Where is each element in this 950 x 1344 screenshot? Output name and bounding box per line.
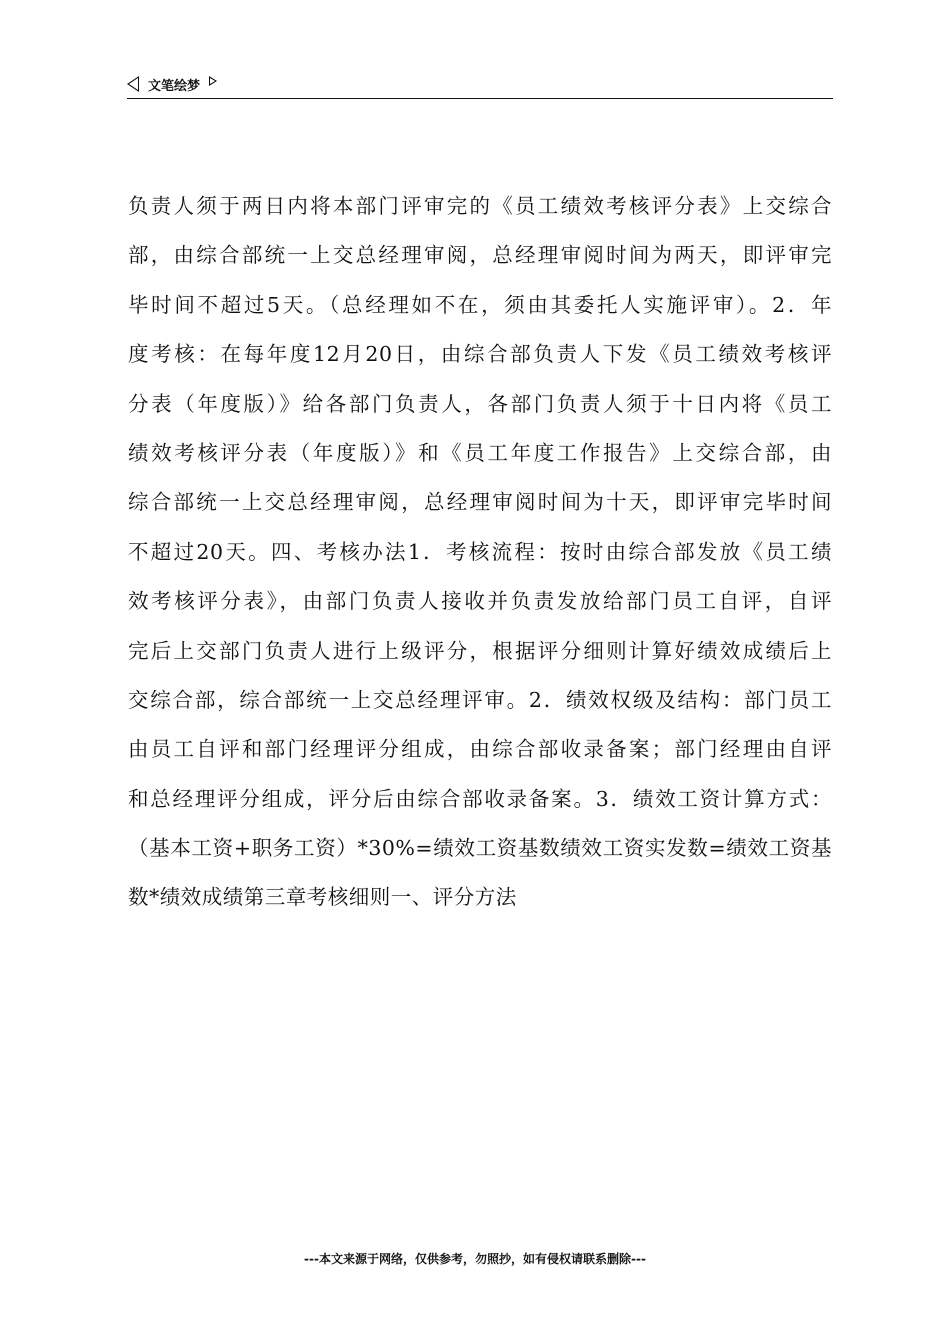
body-line: 完后上交部门负责人进行上级评分，根据评分细则计算好绩效成绩后上 bbox=[128, 638, 832, 663]
body-line: 分表（年度版）》给各部门负责人，各部门负责人须于十日内将《员工 bbox=[128, 391, 832, 416]
body-line: 和总经理评分组成，评分后由综合部收录备案。3．绩效工资计算方式： bbox=[128, 786, 832, 811]
left-triangle-icon bbox=[127, 76, 139, 92]
body-line: 综合部统一上交总经理审阅，总经理审阅时间为十天，即评审完毕时间 bbox=[128, 490, 832, 515]
body-line: 绩效考核评分表（年度版）》和《员工年度工作报告》上交综合部，由 bbox=[128, 440, 832, 465]
header-title: 文笔绘梦 bbox=[148, 78, 201, 94]
page-footer: ---本文来源于网络，仅供参考，勿照抄，如有侵权请联系删除--- bbox=[304, 1252, 646, 1266]
document-body bbox=[128, 182, 832, 923]
body-line: 数*绩效成绩第三章考核细则一、评分方法 bbox=[128, 885, 517, 910]
body-line: 负责人须于两日内将本部门评审完的《员工绩效考核评分表》上交综合 bbox=[128, 194, 832, 218]
page-header bbox=[127, 74, 833, 99]
right-triangle-icon bbox=[209, 76, 217, 86]
body-line: 度考核：在每年度12月20日，由综合部负责人下发《员工绩效考核评 bbox=[128, 342, 832, 367]
body-line: 部，由综合部统一上交总经理审阅，总经理审阅时间为两天，即评审完 bbox=[128, 243, 832, 268]
body-line: 由员工自评和部门经理评分组成，由综合部收录备案；部门经理由自评 bbox=[128, 737, 832, 762]
body-line: 不超过20天。四、考核办法1．考核流程：按时由综合部发放《员工绩 bbox=[128, 539, 832, 564]
body-line: 毕时间不超过5天。（总经理如不在，须由其委托人实施评审）。2．年 bbox=[128, 292, 832, 317]
body-line: 交综合部，综合部统一上交总经理评审。2．绩效权级及结构：部门员工 bbox=[128, 687, 832, 712]
body-line: 效考核评分表》，由部门负责人接收并负责发放给部门员工自评，自评 bbox=[128, 589, 832, 614]
body-line: （基本工资+职务工资）*30%=绩效工资基数绩效工资实发数=绩效工资基 bbox=[128, 836, 832, 861]
header-brand bbox=[127, 74, 217, 94]
